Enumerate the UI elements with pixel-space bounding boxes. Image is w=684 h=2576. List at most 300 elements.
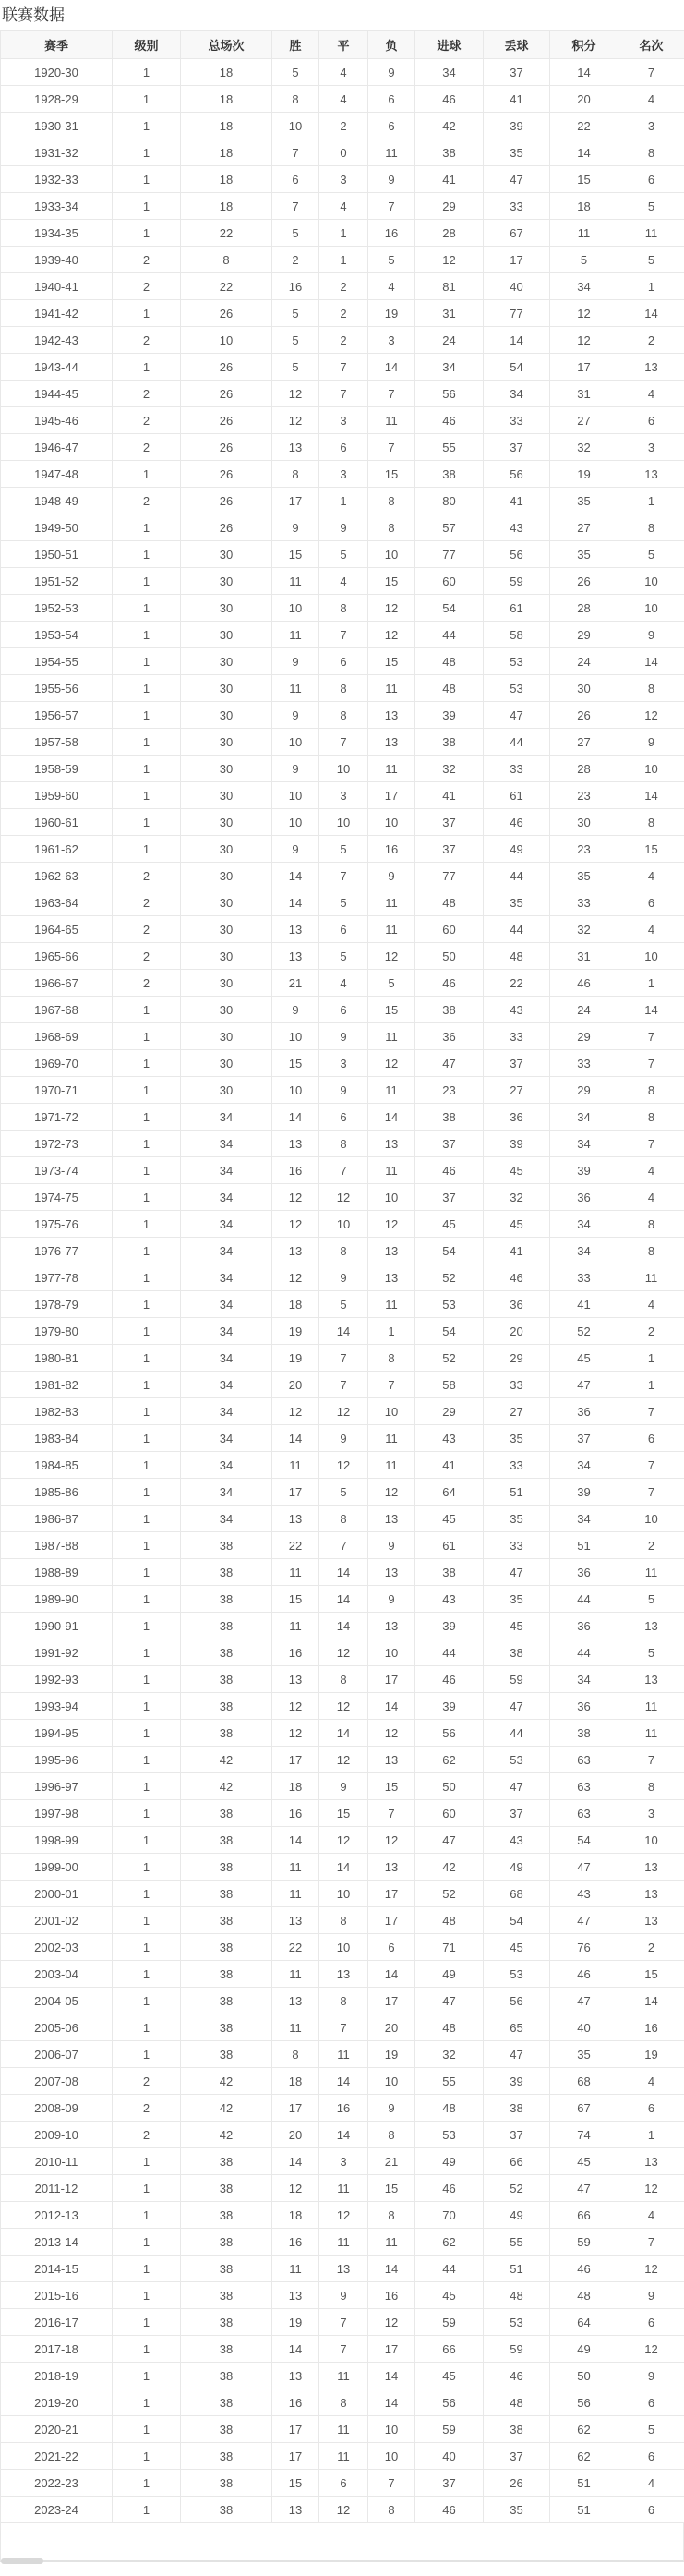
cell-losses: 15 xyxy=(368,2175,415,2202)
cell-points: 40 xyxy=(550,2014,618,2041)
cell-points: 51 xyxy=(550,2470,618,2497)
cell-draws: 2 xyxy=(319,300,368,327)
cell-goals_for: 48 xyxy=(415,2014,484,2041)
cell-matches: 30 xyxy=(181,541,272,568)
cell-points: 14 xyxy=(550,59,618,86)
cell-goals_for: 45 xyxy=(415,2282,484,2309)
cell-season: 2011-12 xyxy=(1,2175,113,2202)
cell-points: 59 xyxy=(550,2229,618,2256)
cell-season: 1984-85 xyxy=(1,1452,113,1479)
cell-rank: 14 xyxy=(618,997,684,1023)
table-row xyxy=(1,782,684,809)
cell-draws: 3 xyxy=(319,461,368,488)
cell-losses: 20 xyxy=(368,2014,415,2041)
cell-matches: 30 xyxy=(181,1077,272,1104)
cell-rank: 1 xyxy=(618,970,684,997)
cell-points: 18 xyxy=(550,193,618,220)
cell-losses: 16 xyxy=(368,220,415,247)
table-row xyxy=(1,407,684,434)
cell-goals_against: 47 xyxy=(484,1559,550,1586)
cell-level: 1 xyxy=(113,514,181,541)
horizontal-scrollbar-thumb[interactable] xyxy=(1,2558,43,2564)
table-row xyxy=(1,1211,684,1238)
table-row xyxy=(1,970,684,997)
cell-draws: 12 xyxy=(319,1827,368,1854)
cell-points: 15 xyxy=(550,166,618,193)
cell-goals_for: 59 xyxy=(415,2309,484,2336)
cell-level: 1 xyxy=(113,1425,181,1452)
cell-rank: 4 xyxy=(618,2068,684,2095)
cell-points: 44 xyxy=(550,1639,618,1666)
cell-goals_against: 43 xyxy=(484,514,550,541)
cell-rank: 10 xyxy=(618,1827,684,1854)
column-header-season: 赛季 xyxy=(1,31,113,59)
cell-points: 46 xyxy=(550,970,618,997)
cell-goals_for: 38 xyxy=(415,461,484,488)
cell-wins: 17 xyxy=(272,1747,319,1773)
cell-wins: 2 xyxy=(272,247,319,273)
cell-goals_for: 38 xyxy=(415,729,484,756)
cell-points: 74 xyxy=(550,2122,618,2148)
cell-matches: 34 xyxy=(181,1184,272,1211)
cell-losses: 12 xyxy=(368,1720,415,1747)
table-row xyxy=(1,300,684,327)
cell-rank: 12 xyxy=(618,2256,684,2282)
cell-goals_against: 17 xyxy=(484,247,550,273)
cell-goals_for: 37 xyxy=(415,809,484,836)
table-row xyxy=(1,434,684,461)
cell-points: 47 xyxy=(550,2175,618,2202)
cell-matches: 38 xyxy=(181,1559,272,1586)
cell-matches: 30 xyxy=(181,622,272,648)
cell-draws: 11 xyxy=(319,2041,368,2068)
cell-goals_against: 68 xyxy=(484,1881,550,1907)
cell-losses: 17 xyxy=(368,1907,415,1934)
cell-level: 1 xyxy=(113,568,181,595)
cell-matches: 38 xyxy=(181,2443,272,2470)
cell-rank: 10 xyxy=(618,595,684,622)
cell-goals_against: 61 xyxy=(484,782,550,809)
cell-wins: 14 xyxy=(272,1104,319,1131)
cell-goals_for: 34 xyxy=(415,354,484,381)
league-table xyxy=(0,30,684,2523)
cell-rank: 13 xyxy=(618,354,684,381)
cell-losses: 1 xyxy=(368,1318,415,1345)
cell-goals_against: 49 xyxy=(484,2202,550,2229)
cell-wins: 10 xyxy=(272,1077,319,1104)
table-row xyxy=(1,2256,684,2282)
table-row xyxy=(1,2202,684,2229)
cell-goals_against: 59 xyxy=(484,1666,550,1693)
cell-wins: 20 xyxy=(272,2122,319,2148)
cell-goals_against: 37 xyxy=(484,434,550,461)
cell-points: 35 xyxy=(550,863,618,889)
cell-goals_for: 45 xyxy=(415,1506,484,1532)
cell-level: 1 xyxy=(113,836,181,863)
cell-goals_against: 55 xyxy=(484,2229,550,2256)
cell-points: 44 xyxy=(550,1586,618,1613)
cell-level: 2 xyxy=(113,863,181,889)
cell-matches: 42 xyxy=(181,2068,272,2095)
cell-level: 1 xyxy=(113,1907,181,1934)
cell-rank: 6 xyxy=(618,2095,684,2122)
table-row xyxy=(1,2014,684,2041)
cell-season: 1942-43 xyxy=(1,327,113,354)
cell-points: 34 xyxy=(550,1104,618,1131)
cell-draws: 7 xyxy=(319,1372,368,1398)
cell-goals_against: 52 xyxy=(484,2175,550,2202)
cell-losses: 3 xyxy=(368,327,415,354)
cell-goals_against: 61 xyxy=(484,595,550,622)
cell-wins: 11 xyxy=(272,568,319,595)
cell-level: 1 xyxy=(113,595,181,622)
cell-goals_against: 37 xyxy=(484,1050,550,1077)
cell-goals_for: 57 xyxy=(415,514,484,541)
cell-rank: 10 xyxy=(618,943,684,970)
cell-losses: 14 xyxy=(368,2256,415,2282)
cell-goals_against: 32 xyxy=(484,1184,550,1211)
cell-draws: 12 xyxy=(319,1398,368,1425)
cell-losses: 13 xyxy=(368,1747,415,1773)
cell-matches: 38 xyxy=(181,1961,272,1988)
cell-draws: 14 xyxy=(319,1720,368,1747)
cell-matches: 38 xyxy=(181,1934,272,1961)
table-row xyxy=(1,1479,684,1506)
cell-goals_against: 33 xyxy=(484,756,550,782)
cell-matches: 18 xyxy=(181,193,272,220)
cell-season: 1931-32 xyxy=(1,139,113,166)
cell-losses: 13 xyxy=(368,1238,415,1264)
cell-level: 1 xyxy=(113,2282,181,2309)
cell-points: 36 xyxy=(550,1559,618,1586)
cell-points: 26 xyxy=(550,702,618,729)
cell-rank: 2 xyxy=(618,1532,684,1559)
cell-points: 32 xyxy=(550,916,618,943)
cell-matches: 18 xyxy=(181,166,272,193)
table-row xyxy=(1,1827,684,1854)
cell-points: 67 xyxy=(550,2095,618,2122)
cell-points: 34 xyxy=(550,1452,618,1479)
cell-goals_for: 47 xyxy=(415,1988,484,2014)
cell-goals_against: 53 xyxy=(484,648,550,675)
cell-level: 2 xyxy=(113,889,181,916)
cell-points: 45 xyxy=(550,1345,618,1372)
table-row xyxy=(1,1881,684,1907)
cell-rank: 5 xyxy=(618,1586,684,1613)
cell-matches: 38 xyxy=(181,2148,272,2175)
cell-points: 39 xyxy=(550,1479,618,1506)
cell-wins: 5 xyxy=(272,220,319,247)
cell-season: 1920-30 xyxy=(1,59,113,86)
cell-draws: 4 xyxy=(319,59,368,86)
cell-wins: 18 xyxy=(272,1773,319,1800)
cell-wins: 14 xyxy=(272,1827,319,1854)
cell-wins: 5 xyxy=(272,354,319,381)
cell-goals_for: 23 xyxy=(415,1077,484,1104)
cell-rank: 5 xyxy=(618,193,684,220)
cell-season: 1953-54 xyxy=(1,622,113,648)
cell-draws: 13 xyxy=(319,2256,368,2282)
cell-level: 1 xyxy=(113,2416,181,2443)
cell-goals_for: 48 xyxy=(415,648,484,675)
cell-draws: 8 xyxy=(319,1907,368,1934)
cell-goals_for: 40 xyxy=(415,2443,484,2470)
cell-matches: 38 xyxy=(181,2497,272,2523)
cell-wins: 22 xyxy=(272,1532,319,1559)
cell-points: 29 xyxy=(550,622,618,648)
cell-season: 2020-21 xyxy=(1,2416,113,2443)
cell-points: 62 xyxy=(550,2416,618,2443)
cell-goals_for: 29 xyxy=(415,193,484,220)
table-row xyxy=(1,1800,684,1827)
cell-season: 1988-89 xyxy=(1,1559,113,1586)
cell-matches: 30 xyxy=(181,863,272,889)
cell-level: 1 xyxy=(113,1345,181,1372)
table-row xyxy=(1,1372,684,1398)
cell-wins: 14 xyxy=(272,2336,319,2363)
cell-goals_against: 37 xyxy=(484,2443,550,2470)
cell-goals_against: 65 xyxy=(484,2014,550,2041)
cell-losses: 13 xyxy=(368,1559,415,1586)
cell-points: 20 xyxy=(550,86,618,113)
cell-goals_against: 38 xyxy=(484,1639,550,1666)
cell-rank: 11 xyxy=(618,1693,684,1720)
cell-rank: 1 xyxy=(618,2122,684,2148)
cell-level: 1 xyxy=(113,1854,181,1881)
cell-level: 1 xyxy=(113,1773,181,1800)
cell-season: 1941-42 xyxy=(1,300,113,327)
cell-rank: 7 xyxy=(618,1023,684,1050)
cell-level: 2 xyxy=(113,2095,181,2122)
cell-points: 51 xyxy=(550,1532,618,1559)
cell-matches: 18 xyxy=(181,113,272,139)
table-row xyxy=(1,1157,684,1184)
cell-goals_for: 54 xyxy=(415,595,484,622)
cell-goals_against: 54 xyxy=(484,354,550,381)
cell-rank: 12 xyxy=(618,702,684,729)
cell-points: 47 xyxy=(550,1907,618,1934)
cell-season: 1989-90 xyxy=(1,1586,113,1613)
cell-goals_for: 28 xyxy=(415,220,484,247)
cell-points: 46 xyxy=(550,1961,618,1988)
cell-season: 1985-86 xyxy=(1,1479,113,1506)
cell-draws: 1 xyxy=(319,247,368,273)
cell-points: 23 xyxy=(550,782,618,809)
cell-goals_against: 35 xyxy=(484,889,550,916)
cell-season: 1945-46 xyxy=(1,407,113,434)
cell-goals_against: 46 xyxy=(484,1264,550,1291)
cell-wins: 13 xyxy=(272,916,319,943)
cell-level: 1 xyxy=(113,1157,181,1184)
cell-draws: 6 xyxy=(319,648,368,675)
cell-matches: 38 xyxy=(181,2229,272,2256)
cell-points: 63 xyxy=(550,1747,618,1773)
cell-goals_against: 45 xyxy=(484,1613,550,1639)
cell-wins: 13 xyxy=(272,943,319,970)
cell-season: 1957-58 xyxy=(1,729,113,756)
cell-draws: 2 xyxy=(319,113,368,139)
cell-points: 31 xyxy=(550,943,618,970)
cell-wins: 13 xyxy=(272,2497,319,2523)
cell-season: 2002-03 xyxy=(1,1934,113,1961)
cell-level: 1 xyxy=(113,139,181,166)
cell-draws: 10 xyxy=(319,1881,368,1907)
table-row xyxy=(1,1666,684,1693)
table-row xyxy=(1,166,684,193)
cell-matches: 30 xyxy=(181,756,272,782)
cell-level: 1 xyxy=(113,2497,181,2523)
cell-losses: 15 xyxy=(368,997,415,1023)
cell-points: 28 xyxy=(550,595,618,622)
cell-draws: 16 xyxy=(319,2095,368,2122)
table-row xyxy=(1,1720,684,1747)
cell-draws: 5 xyxy=(319,889,368,916)
cell-level: 1 xyxy=(113,1211,181,1238)
cell-draws: 10 xyxy=(319,756,368,782)
cell-goals_for: 80 xyxy=(415,488,484,514)
cell-wins: 9 xyxy=(272,756,319,782)
table-row xyxy=(1,863,684,889)
cell-draws: 5 xyxy=(319,943,368,970)
cell-losses: 19 xyxy=(368,300,415,327)
cell-losses: 10 xyxy=(368,1184,415,1211)
table-row xyxy=(1,2229,684,2256)
cell-rank: 6 xyxy=(618,1425,684,1452)
cell-points: 76 xyxy=(550,1934,618,1961)
cell-points: 68 xyxy=(550,2068,618,2095)
cell-rank: 8 xyxy=(618,1773,684,1800)
cell-points: 24 xyxy=(550,997,618,1023)
cell-goals_against: 47 xyxy=(484,1693,550,1720)
cell-losses: 11 xyxy=(368,1425,415,1452)
cell-level: 1 xyxy=(113,1532,181,1559)
cell-draws: 9 xyxy=(319,1264,368,1291)
cell-goals_against: 37 xyxy=(484,2122,550,2148)
cell-losses: 11 xyxy=(368,1077,415,1104)
cell-goals_for: 42 xyxy=(415,113,484,139)
column-header-wins: 胜 xyxy=(272,31,319,59)
cell-losses: 14 xyxy=(368,1104,415,1131)
cell-season: 1952-53 xyxy=(1,595,113,622)
cell-points: 63 xyxy=(550,1800,618,1827)
cell-season: 1975-76 xyxy=(1,1211,113,1238)
cell-goals_for: 56 xyxy=(415,381,484,407)
cell-draws: 7 xyxy=(319,381,368,407)
cell-goals_for: 55 xyxy=(415,434,484,461)
cell-draws: 7 xyxy=(319,2336,368,2363)
cell-level: 1 xyxy=(113,2363,181,2389)
cell-goals_for: 46 xyxy=(415,1157,484,1184)
cell-season: 1981-82 xyxy=(1,1372,113,1398)
cell-draws: 6 xyxy=(319,434,368,461)
cell-points: 34 xyxy=(550,1211,618,1238)
cell-level: 1 xyxy=(113,166,181,193)
cell-goals_for: 38 xyxy=(415,1559,484,1586)
cell-level: 1 xyxy=(113,2041,181,2068)
cell-goals_against: 44 xyxy=(484,863,550,889)
cell-goals_against: 77 xyxy=(484,300,550,327)
cell-losses: 13 xyxy=(368,1613,415,1639)
cell-draws: 14 xyxy=(319,1586,368,1613)
cell-wins: 16 xyxy=(272,1639,319,1666)
table-row xyxy=(1,273,684,300)
cell-goals_for: 60 xyxy=(415,1800,484,1827)
cell-goals_against: 20 xyxy=(484,1318,550,1345)
cell-wins: 10 xyxy=(272,595,319,622)
cell-rank: 9 xyxy=(618,2282,684,2309)
cell-matches: 38 xyxy=(181,1881,272,1907)
cell-losses: 15 xyxy=(368,568,415,595)
cell-wins: 11 xyxy=(272,2256,319,2282)
cell-season: 1939-40 xyxy=(1,247,113,273)
cell-wins: 10 xyxy=(272,113,319,139)
cell-rank: 8 xyxy=(618,1238,684,1264)
cell-losses: 14 xyxy=(368,1961,415,1988)
cell-matches: 18 xyxy=(181,59,272,86)
cell-rank: 14 xyxy=(618,1988,684,2014)
cell-level: 1 xyxy=(113,59,181,86)
cell-level: 1 xyxy=(113,1398,181,1425)
cell-rank: 12 xyxy=(618,2175,684,2202)
cell-goals_for: 12 xyxy=(415,247,484,273)
cell-draws: 9 xyxy=(319,1023,368,1050)
cell-matches: 30 xyxy=(181,836,272,863)
cell-rank: 13 xyxy=(618,1907,684,1934)
table-row xyxy=(1,59,684,86)
cell-season: 1995-96 xyxy=(1,1747,113,1773)
cell-draws: 12 xyxy=(319,1747,368,1773)
cell-goals_against: 33 xyxy=(484,1452,550,1479)
cell-rank: 7 xyxy=(618,1398,684,1425)
cell-season: 2021-22 xyxy=(1,2443,113,2470)
cell-losses: 7 xyxy=(368,193,415,220)
table-row xyxy=(1,1318,684,1345)
cell-points: 33 xyxy=(550,1050,618,1077)
cell-goals_against: 53 xyxy=(484,1961,550,1988)
cell-season: 1997-98 xyxy=(1,1800,113,1827)
cell-losses: 9 xyxy=(368,1586,415,1613)
cell-season: 1964-65 xyxy=(1,916,113,943)
cell-matches: 30 xyxy=(181,997,272,1023)
cell-season: 2018-19 xyxy=(1,2363,113,2389)
cell-losses: 7 xyxy=(368,381,415,407)
table-row xyxy=(1,139,684,166)
cell-rank: 6 xyxy=(618,889,684,916)
cell-wins: 16 xyxy=(272,1157,319,1184)
cell-season: 1976-77 xyxy=(1,1238,113,1264)
cell-goals_against: 47 xyxy=(484,1773,550,1800)
cell-goals_for: 53 xyxy=(415,1291,484,1318)
cell-points: 34 xyxy=(550,1238,618,1264)
table-row xyxy=(1,2336,684,2363)
cell-matches: 34 xyxy=(181,1452,272,1479)
cell-season: 1987-88 xyxy=(1,1532,113,1559)
cell-rank: 4 xyxy=(618,86,684,113)
cell-rank: 13 xyxy=(618,2148,684,2175)
cell-losses: 8 xyxy=(368,2497,415,2523)
cell-points: 5 xyxy=(550,247,618,273)
table-row xyxy=(1,1050,684,1077)
cell-goals_for: 46 xyxy=(415,407,484,434)
cell-matches: 38 xyxy=(181,2282,272,2309)
cell-goals_for: 43 xyxy=(415,1425,484,1452)
table-row xyxy=(1,1452,684,1479)
cell-rank: 4 xyxy=(618,1157,684,1184)
cell-wins: 13 xyxy=(272,1131,319,1157)
cell-points: 30 xyxy=(550,809,618,836)
cell-level: 1 xyxy=(113,2389,181,2416)
cell-losses: 11 xyxy=(368,2229,415,2256)
